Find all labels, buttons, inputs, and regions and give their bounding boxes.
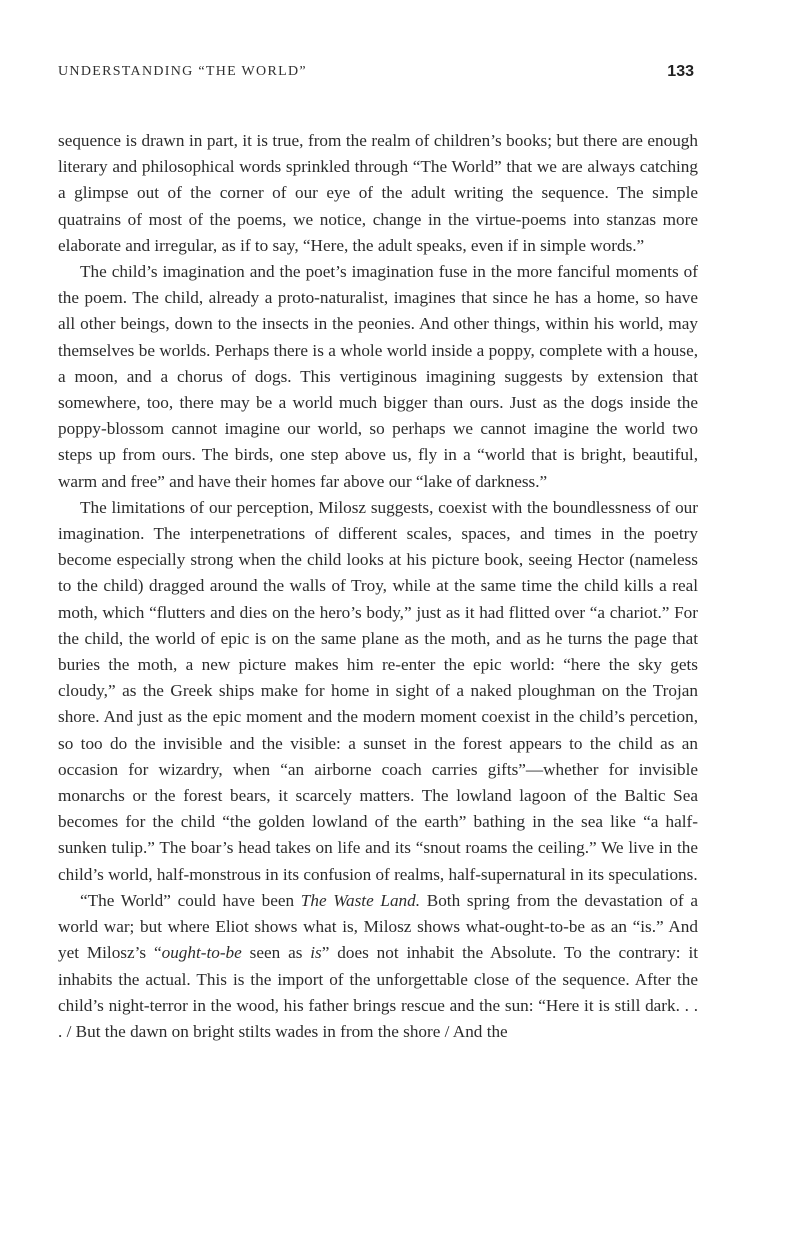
paragraph-1 [58,128,698,259]
italic-ought-to-be: ought-to-be [161,943,242,963]
page-number: 133 [667,63,694,80]
italic-is: is [310,943,322,963]
paragraph-2 [58,259,698,495]
book-title-waste-land: The Waste Land. [300,890,421,910]
paragraph-4-text-b: Both spring from the devastation of a world war; but where Eliot shows what is, Milosz shows what-ought-to-be as an “is.” And yet Milosz’s “ [58,890,698,963]
paragraph-4-text-d: ” does not inhabit the Absolute. To the contrary: it inhabits the actual. This is the import of the unforgettable close of the sequence. After the child’s night-terror in the wood, his father brings rescue and the sun: “Here it is still dark. . . . / But the dawn on bright stilts wades in from the shore / And the [58,943,699,1041]
running-head-title: UNDERSTANDING “THE WORLD” [58,64,307,79]
paragraph-4-text-c: seen as [241,943,311,963]
paragraph-2-text: The child’s imagination and the poet’s imagination fuse in the more fanciful moments of the poem. The child, already a proto-naturalist, imagines that since he has a home, so have all other beings, down to the insects in the peonies. And other things, within his world, may themselves be worlds. Perhaps there is a whole world inside a poppy, complete with a house, a moon, and a chorus of dogs. This vertiginous imagining suggests by extension that somewhere, too, there may be a world much bigger than ours. Just as the dogs inside the poppy-blossom cannot imagine our world, so perhaps we cannot imagine the world two steps up from ours. The birds, one step above us, fly in a “world that is bright, beautiful, warm and free” and have their homes far above our “lake of darkness.” [58,262,698,491]
paragraph-3 [58,495,698,888]
paragraph-3-text: The limitations of our perception, Milosz suggests, coexist with the boundlessness of our imagination. The interpenetrations of different scales, spaces, and times in the poetry become especially strong when the child looks at his picture book, seeing Hector (nameless to the child) dragged around the walls of Troy, while at the same time the child kills a real moth, which “flutters and dies on the hero’s body,” just as it had flitted over “a chariot.” For the child, the world of epic is on the same plane as the moth, and as he turns the page that buries the moth, a new picture makes him re-enter the epic world: “here the sky gets cloudy,” as the Greek ships make for home in sight of a naked ploughman on the Trojan shore. And just as the epic moment and the modern moment coexist in the child’s percetion, so too do the invisible and the visible: a sunset in the forest appears to the child as an occasion for wizardry, when “an airborne coach carries gifts”—whether for invisible monarchs or the forest bears, it scarcely matters. The lowland lagoon of the Baltic Sea becomes for the child “the golden lowland of the earth” bathing in the sea like “a half-sunken tulip.” The boar’s head takes on life and its “snout roams the ceiling.” We live in the child’s world, half-monstrous in its confusion of realms, half-supernatural in its speculations. [58,497,698,884]
paragraph-4 [58,888,698,1045]
body-text [58,128,698,1045]
paragraph-4-text-a: “The World” could have been [80,890,301,910]
paragraph-1-text: sequence is drawn in part, it is true, from the realm of children’s books; but there are enough literary and philosophical words sprinkled through “The World” that we are always catching a glimpse out of the corner of our eye of the adult writing the sequence. The simple quatrains of most of the poems, we notice, change in the virtue-poems into stanzas more elaborate and irregular, as if to say, “Here, the adult speaks, even if in simple words.” [58,131,698,255]
running-head [58,64,694,84]
